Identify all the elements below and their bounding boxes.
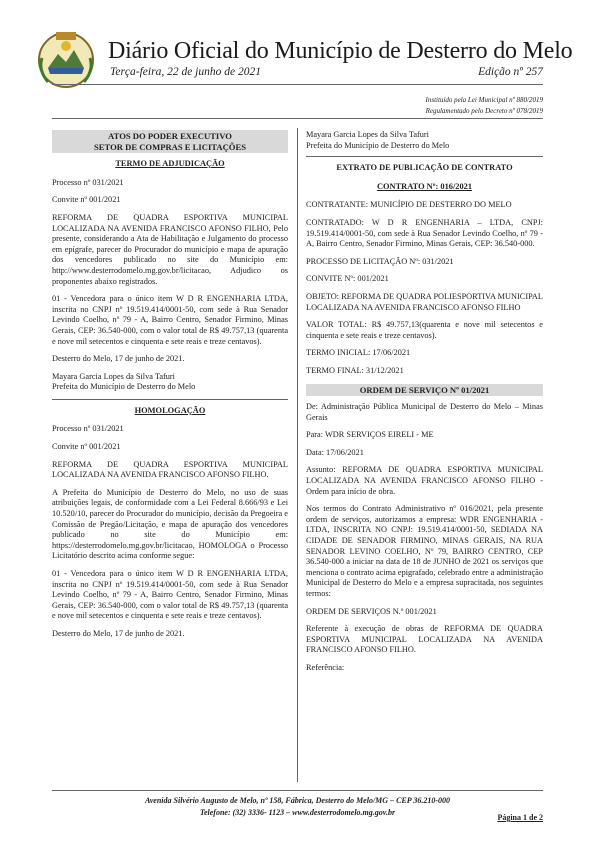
- paragraph: Referente à execução de obras de REFORMA DE QUADRA ESPORTIVA MUNICIPAL LOCALIZADA NA AVENIDA FRANCISCO AFONSO FILHO.: [306, 624, 543, 655]
- signer-role: Prefeita do Município de Desterro do Melo: [306, 140, 450, 150]
- paragraph: Referência:: [306, 662, 345, 672]
- homologation-title: HOMOLOGAÇÃO: [134, 405, 206, 415]
- footer-address: Avenida Silvério Augusto de Melo, nº 158, Fábrica, Desterro do Melo/MG – CEP 36.210-000: [145, 796, 450, 805]
- signature-block: [306, 130, 543, 151]
- footer-rule: [52, 790, 543, 791]
- service-order-title: ORDEM DE SERVIÇO Nº 01/2021: [306, 384, 543, 397]
- paragraph: PROCESSO DE LICITAÇÃO Nº: 031/2021: [306, 256, 454, 266]
- header-rule-2: [52, 118, 543, 119]
- paragraph: TERMO INICIAL: 17/06/2021: [306, 348, 411, 358]
- header-rule: [52, 84, 543, 85]
- paragraph: TERMO FINAL: 31/12/2021: [306, 365, 404, 375]
- paragraph: OBJETO: REFORMA DE QUADRA POLIESPORTIVA MUNICIPAL LOCALIZADA NA AVENIDA FRANCISCO AFONSO FILHO: [306, 291, 543, 312]
- signer-name: Mayara Garcia Lopes da Silva Tafuri: [52, 371, 175, 381]
- paragraph: Assunto: REFORMA DE QUADRA ESPORTIVA MUNICIPAL LOCALIZADA NA AVENIDA FRANCISCO AFONSO FILHO - Ordem para início de obra.: [306, 465, 543, 496]
- paragraph: CONVITE Nº: 001/2021: [306, 274, 389, 284]
- newspaper-title: Diário Oficial do Município de Desterro do Melo: [108, 38, 573, 64]
- law-line: Instituído pela Lei Municipal nº 880/2019: [425, 96, 543, 104]
- paragraph: Convite nº 001/2021: [52, 195, 121, 205]
- paragraph: 01 - Vencedora para o único item W D R ENGENHARIA LTDA, inscrita no CNPJ nº 19.519.414/0001-50, com sede à Rua Senador Levindo Coelho, nº 79 - A, Bairro Centro, Senador Firmino, Minas Gerais, CEP: 36.540-000, com o valor total de R$ 49.757,13 (quarenta e nove mil setecentos e cinquenta e sete reais e treze centavos).: [52, 294, 288, 346]
- section-title: ATOS DO PODER EXECUTIVO: [108, 131, 232, 141]
- paragraph: VALOR TOTAL: R$ 49.757,13(quarenta e nove mil setecentos e cinquenta e sete reais e treze centavos).: [306, 320, 543, 340]
- paragraph: CONTRATADO: W D R ENGENHARIA – LTDA, CNPJ: 19.519.414/0001-50, com sede à Rua Senador Levindo Coelho, nº 79 - A, Bairro Centro, Senador Firmino, Minas Gerais, CEP: 36.540-000.: [306, 217, 543, 249]
- paragraph: Nos termos do Contrato Administrativo nº 016/2021, pela presente ordem de serviços, autorizamos a empresa: WDR ENGENHARIA - LTDA, INSCRITA NO CNPJ: 19.519.414/0001-50, SEDIADA NA CIDADE DE SENADOR FIRMINO, MINAS GERAIS, NA RUA SENADOR LEVINO COELHO, Nº 79, BAIRRO CENTRO, CEP 36.540-000 a iniciar na data de 18 de JUNHO de 2021 os serviços que menciona o contrato acima epigrafado, celebrado entre a administração Municipal de Desterro do Melo e a empresa supracitada, nos seguintes termos:: [306, 504, 543, 598]
- paragraph: REFORMA DE QUADRA ESPORTIVA MUNICIPAL LOCALIZADA NA AVENIDA FRANCISCO AFONSO FILHO, Pelo presente, considerando a Ata de Habilitação e Julgamento do processo em epígrafe, parecer do Procurador do município e mapa de apuração dos vencedores publicado no site do Município em: http://www.desterrodomelo.mg.gov.br/licitacao, Adjudico os proponentes abaixo registrados.: [52, 212, 288, 286]
- paragraph: Processo nº 031/2021: [52, 177, 124, 187]
- section-rule: [52, 399, 288, 400]
- edition-number: Edição nº 257: [478, 66, 543, 78]
- paragraph: ORDEM DE SERVIÇOS N.º 001/2021: [306, 606, 437, 616]
- section-subtitle: SETOR DE COMPRAS E LICITAÇÕES: [93, 141, 246, 152]
- section-box: [52, 130, 288, 153]
- paragraph: REFORMA DE QUADRA ESPORTIVA MUNICIPAL LOCALIZADA NA AVENIDA FRANCISCO AFONSO FILHO.: [52, 459, 288, 480]
- paragraph: Para: WDR SERVIÇOS EIRELI - ME: [306, 430, 434, 440]
- paragraph: Data: 17/06/2021: [306, 447, 364, 457]
- municipal-coat-of-arms-icon: [34, 28, 98, 92]
- paragraph: Desterro do Melo, 17 de junho de 2021.: [52, 354, 185, 364]
- right-column: [306, 130, 543, 681]
- signature-block: [52, 372, 288, 393]
- paragraph: CONTRATANTE: MUNICÍPIO DE DESTERRO DO MELO: [306, 200, 512, 210]
- decree-line: Regulamentado pelo Decreto nº 078/2019: [425, 107, 543, 115]
- signer-role: Prefeita do Município de Desterro do Melo: [52, 382, 196, 392]
- paragraph: A Prefeita do Município de Desterro do Melo, no uso de suas atribuições legais, de conformidade com a Lei Federal 8.666/93 e Lei 10.520/10, parecer do Procurador do município, decisão da Pregoeira e Comissão de Pregão/Licitação, e mapa de apuração dos vencedores publicado no site do Município em: https://desterrodomelo.mg.gov.br/licitacao, HOMOLOGA o Processo Licitatório descrito acima conforme segue:: [52, 487, 288, 561]
- paragraph: Convite nº 001/2021: [52, 442, 121, 452]
- paragraph: Processo nº 031/2021: [52, 424, 124, 434]
- issue-date: Terça-feira, 22 de junho de 2021: [110, 66, 261, 78]
- page-number: Página 1 de 2: [497, 813, 543, 822]
- extract-title: EXTRATO DE PUBLICAÇÃO DE CONTRATO: [336, 163, 513, 173]
- signer-name: Mayara Garcia Lopes da Silva Tafuri: [306, 130, 429, 139]
- paragraph: 01 - Vencedora para o único item W D R ENGENHARIA LTDA, inscrita no CNPJ nº 19.519.414/0001-50, com sede à Rua Senador Levindo Coelho, nº 79 - A, Bairro Centro, Senador Firmino, Minas Gerais, CEP: 36.540-000, com o valor total de R$ 49.757,13 (quarenta e nove mil setecentos e cinquenta e sete reais e treze centavos).: [52, 569, 288, 621]
- footer-contact: Telefone: (32) 3336- 1123 – www.desterrodomelo.mg.gov.br: [199, 808, 396, 817]
- adjudication-title: TERMO DE ADJUDICAÇÃO: [115, 159, 225, 169]
- contract-title: CONTRATO Nº: 016/2021: [376, 181, 473, 191]
- paragraph: De: Administração Pública Municipal de Desterro do Melo – Minas Gerais: [306, 402, 543, 422]
- column-divider: [297, 128, 298, 782]
- left-column: [52, 130, 288, 647]
- section-rule: [306, 156, 543, 157]
- paragraph: Desterro do Melo, 17 de junho de 2021.: [52, 628, 185, 638]
